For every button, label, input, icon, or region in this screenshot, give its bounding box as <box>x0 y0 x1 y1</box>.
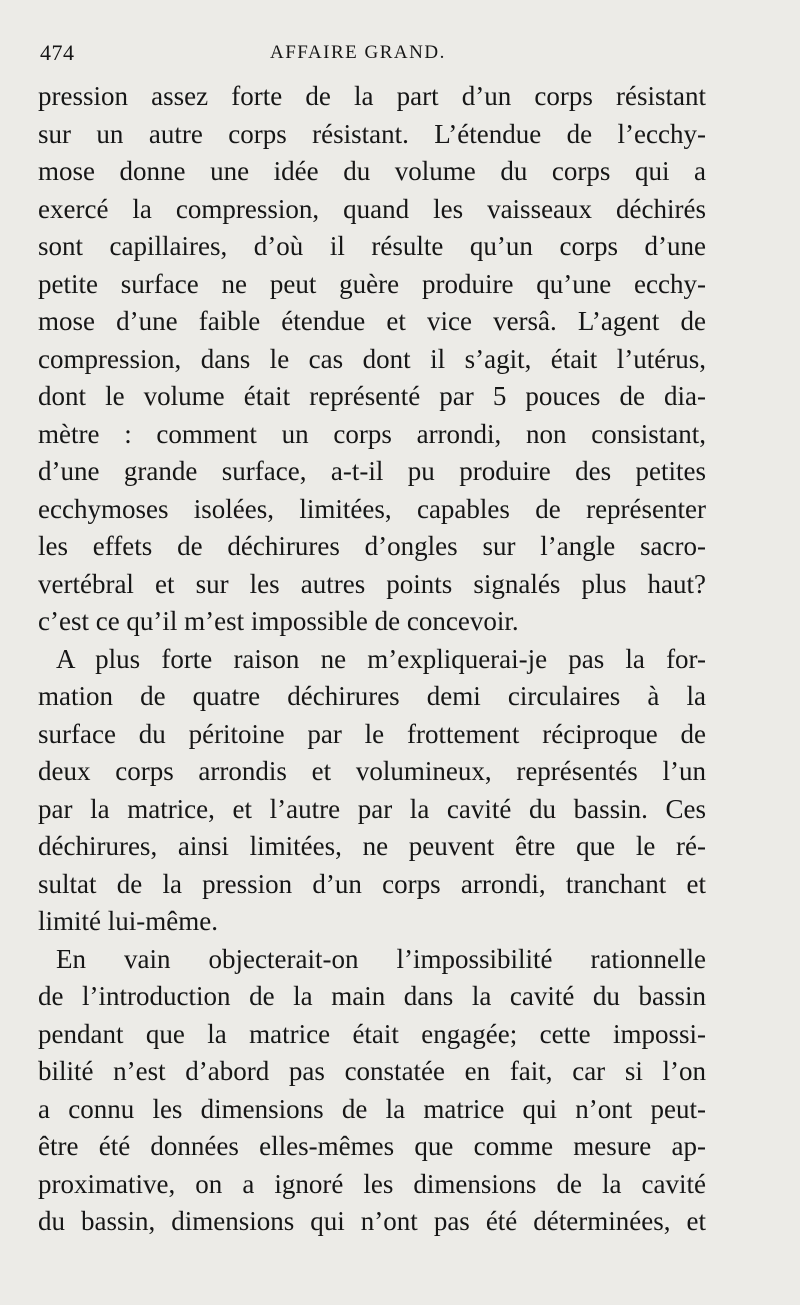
text-line: petite surface ne peut guère produire qu’une ecchy- <box>38 268 706 299</box>
text-line: ecchymoses isolées, limitées, capables de représenter <box>38 493 706 524</box>
text-line: vertébral et sur les autres points signalés plus haut? <box>38 568 706 599</box>
text-line: surface du péritoine par le frottement réciproque de <box>38 718 706 749</box>
text-line: déchirures, ainsi limitées, ne peuvent être que le ré- <box>38 831 706 861</box>
text-line: les effets de déchirures d’ongles sur l’angle sacro- <box>38 531 706 561</box>
page-header <box>40 38 740 72</box>
text-line: être été données elles-mêmes que comme mesure ap- <box>38 1131 706 1161</box>
text-line: proximative, on a ignoré les dimensions de la cavité <box>38 1168 706 1199</box>
text-line: pression assez forte de la part d’un corps résistant <box>38 81 706 111</box>
text-line: compression, dans le cas dont il s’agit, était l’utérus, <box>38 343 706 374</box>
text-line: deux corps arrondis et volumineux, représentés l’un <box>38 756 706 786</box>
running-head: AFFAIRE GRAND. <box>270 42 446 63</box>
text-line: par la matrice, et l’autre par la cavité du bassin. Ces <box>38 793 706 824</box>
text-line: En vain objecterait-on l’impossibilité rationnelle <box>56 943 706 974</box>
text-line: mation de quatre déchirures demi circulaires à la <box>38 681 706 711</box>
text-line: mose donne une idée du volume du corps qui a <box>38 156 706 186</box>
text-line: exercé la compression, quand les vaisseaux déchirés <box>38 193 706 224</box>
text-line: c’est ce qu’il m’est impossible de concevoir. <box>38 606 519 636</box>
text-line: mose d’une faible étendue et vice versâ. L’agent de <box>38 306 706 336</box>
text-line: de l’introduction de la main dans la cavité du bassin <box>38 981 706 1011</box>
text-line: A plus forte raison ne m’expliquerai-je pas la for- <box>56 643 706 674</box>
text-line: a connu les dimensions de la matrice qui n’ont peut- <box>38 1093 706 1124</box>
text-line: sultat de la pression d’un corps arrondi, tranchant et <box>38 868 706 899</box>
text-line: dont le volume était représenté par 5 pouces de dia- <box>38 381 706 411</box>
text-line: limité lui-même. <box>38 906 218 936</box>
text-line: d’une grande surface, a-t-il pu produire des petites <box>38 456 706 486</box>
text-line: sont capillaires, d’où il résulte qu’un corps d’une <box>38 231 706 261</box>
text-line: pendant que la matrice était engagée; cette impossi- <box>38 1018 706 1049</box>
text-line: mètre : comment un corps arrondi, non consistant, <box>38 418 706 449</box>
text-line: du bassin, dimensions qui n’ont pas été déterminées, et <box>38 1206 706 1236</box>
body-text <box>38 78 706 1241</box>
text-line: sur un autre corps résistant. L’étendue de l’ecchy- <box>38 118 706 149</box>
text-line: bilité n’est d’abord pas constatée en fait, car si l’on <box>38 1056 706 1086</box>
page-number: 474 <box>40 40 75 65</box>
